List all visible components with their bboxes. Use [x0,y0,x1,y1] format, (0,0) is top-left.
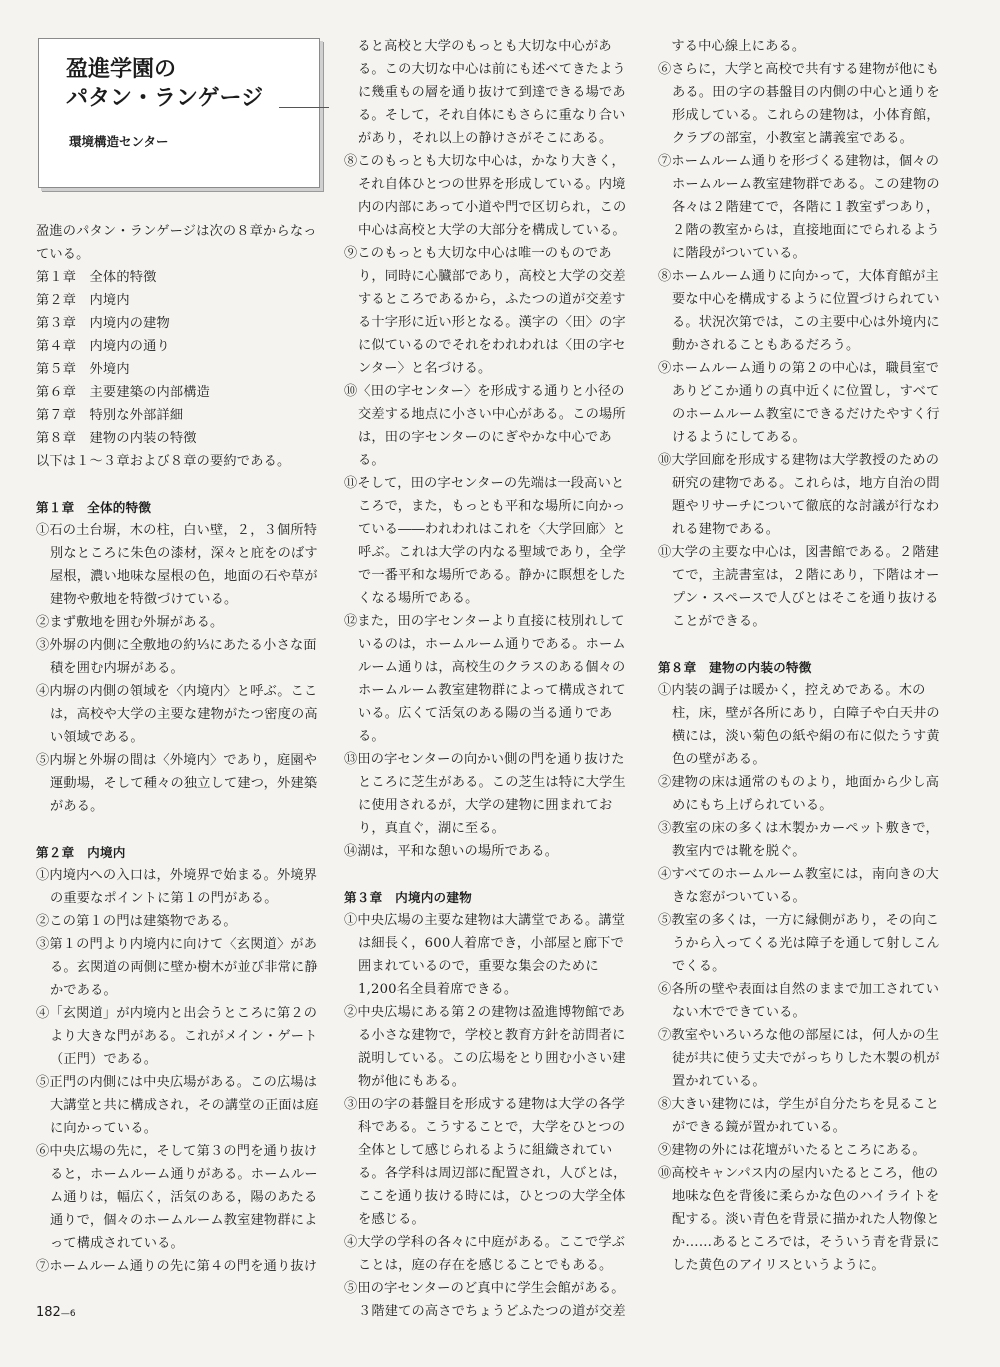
list-item: ⑫また，田の字センターより直接に枝別れしているのは，ホームルーム通りである。ホームルーム通りは，高校生のクラスのある個々のホームルーム教室建物群によって構成されている。広くて活気のある陽の当る通りである。 [344,614,626,744]
list-item: ①内境内への入口は，外境界で始まる。外境界の重要なポイントに第１の門がある。 [36,868,318,906]
article-title: 盈進学園の パタン・ランゲージ [66,57,264,111]
list-item: ③外塀の内側に全敷地の約⅓にあたる小さな面積を囲む内塀がある。 [36,638,317,676]
list-item: ⑦教室やいろいろな他の部屋には，何人かの生徒が共に使う丈夫でがっちりした木製の机が置かれている。 [658,1028,940,1089]
page-number: 182—6 [36,1305,76,1320]
list-item: ⑤内塀と外塀の間は〈外境内〉であり，庭園や運動場，そして種々の独立して建つ，外建築がある。 [36,753,318,814]
list-item: ⑤教室の多くは，一方に縁側があり，その向こうから入ってくる光は障子を通して射しこんでくる。 [658,913,940,974]
list-item: ⑩高校キャンパス内の屋内いたるところ，他の地味な色を背後に柔らかな色のハイライトを配する。淡い青色を背景に描かれた人物像とか……あるところでは，そういう青を背景にした黄色のアイリスというように。 [658,1166,940,1273]
list-item: ⑩大学回廊を形成する建物は大学教授のための研究の建物である。これらは，地方自治の問題やリサーチについて徹底的な討議が行なわれる建物である。 [658,453,940,537]
list-item: ⑨建物の外には花壇がいたるところにある。 [658,1143,926,1158]
text-line: 第１章 全体的特徴 [36,270,157,285]
text-line: 盈進のパタン・ランゲージは次の８章からなっ [36,224,317,239]
text-column-3 [658,35,948,1277]
list-item: ⑪大学の主要な中心は，図書館である。２階建てで，主読書室は，２階にあり，下階はオープン・スペースで人びとはそこを通り抜けることができる。 [658,545,940,629]
list-item: ②まず敷地を囲む外塀がある。 [36,615,224,630]
chapter-heading: 第３章 内境内の建物 [344,890,472,905]
text-line: 第３章 内境内の建物 [36,316,170,331]
paragraph-gap [36,818,326,841]
chapter-heading: 第２章 内境内 [36,845,126,860]
list-item: ⑨ホームルーム通りの第２の中心は，職員室でありどこか通りの真中近くに位置し，すべてのホームルーム教室にできるだけたやすく行けるようにしてある。 [658,361,940,445]
title-box [38,38,320,188]
list-item: ⑭湖は，平和な憩いの場所である。 [344,844,559,859]
text-line: 第７章 特別な外部詳細 [36,408,184,423]
list-item: ①中央広場の主要な建物は大講堂である。講堂は細長く，600人着席でき，小部屋と廊下で囲まれているので，重要な集会のために1,200名全員着席できる。 [344,913,626,997]
text-column-2 [344,35,634,1323]
list-item: ③田の字の碁盤目を形成する建物は大学の各学科である。こうすることで，大学をひとつの全体として感じられるように組織されている。各学科は周辺部に配置され，人びとは，ここを通り抜ける時には，ひとつの大学全体を感じる。 [344,1097,627,1227]
text-line: 第４章 内境内の通り [36,339,170,354]
list-item: ると高校と大学のもっとも大切な中心がある。この大切な中心は前にも述べてきたように幾重もの層を通り抜けて到達できる場である。そして，それ自体にもさらに重なり合いがあり，それ以上の静けさがそこにある。 [344,39,626,146]
list-item: ⑬田の字センターの向かい側の門を通り抜けたところに芝生がある。この芝生は特に大学生に使用されるが，大学の建物に囲まれており，真直ぐ，湖に至る。 [344,752,626,836]
text-line: 第２章 内境内 [36,293,130,308]
text-line: 以下は１～３章および８章の要約である。 [36,454,291,469]
text-column-1 [36,220,326,1278]
text-line: 第８章 建物の内装の特徴 [36,431,197,446]
list-item: ②建物の床は通常のものより，地面から少し高めにもち上げられている。 [658,775,940,813]
list-item: ⑨このもっとも大切な中心は唯一のものであり，同時に心臓部であり，高校と大学の交差するところであるから，ふたつの道が交差する十字形に近い形となる。漢字の〈田〉の字に似ているのでそれをわれわれは〈田の字センター〉と名づける。 [344,246,626,376]
text-line: ている。 [36,247,90,262]
list-item: ④大学の学科の各々に中庭がある。ここで学ぶことは，庭の存在を感じることでもある。 [344,1235,626,1273]
paragraph-gap [658,633,948,656]
title-rule [279,107,329,108]
list-item: ③第１の門より内境内に向けて〈玄関道〉がある。玄関道の両側に壁か樹木が並び非常に静かである。 [36,937,318,998]
text-line: 第５章 外境内 [36,362,130,377]
list-item: ⑪そして，田の字センターの先端は一段高いところで，また，もっとも平和な場所に向かっている――われわれはこれを〈大学回廊〉と呼ぶ。これは大学の内なる聖域であり，全学で一番平和な場所である。静かに瞑想をしたくなる場所である。 [344,476,627,606]
list-item: ⑥各所の壁や表面は自然のままで加工されていない木でできている。 [658,982,940,1020]
list-item: ⑤正門の内側には中央広場がある。この広場は大講堂と共に構成され，その講堂の正面は庭に向かっている。 [36,1075,319,1136]
list-item: ②この第１の門は建築物である。 [36,914,237,929]
chapter-heading: 第１章 全体的特徴 [36,500,152,515]
list-item: ⑥さらに，大学と高校で共有する建物が他にもある。田の字の碁盤目の内側の中心と通りを形成している。これらの建物は，小体育館，クラブの部室，小教室と講義室である。 [658,62,940,146]
article-author: 環境構造センター [69,134,169,149]
list-item: ⑦ホームルーム通りを形づくる建物は，個々のホームルーム教室建物群である。この建物の各々は２階建てで，各階に１教室ずつあり，２階の教室からは，直接地面にでられるように階段がついている。 [658,154,940,261]
list-item: ⑧大きい建物には，学生が自分たちを見ることができる鏡が置かれている。 [658,1097,940,1135]
paragraph-gap [36,473,326,496]
list-item: する中心線上にある。 [658,39,806,54]
list-item: ④すべてのホームルーム教室には，南向きの大きな窓がついている。 [658,867,939,905]
list-item: ①石の土台塀，木の柱，白い壁，２，３個所特別なところに朱色の漆材，深々と庇をのばす屋根，濃い地味な屋根の色，地面の石や草が建物や敷地を特徴づけている。 [36,523,318,607]
list-item: ⑩〈田の字センター〉を形成する通りと小径の交差する地点に小さい中心がある。この場所は，田の字センターのにぎやかな中心である。 [344,384,626,468]
list-item: ①内装の調子は暖かく，控えめである。木の柱，床，壁が各所にあり，白障子や白天井の横には，淡い菊色の紙や絹の布に似たうす黄色の壁がある。 [658,683,940,767]
paragraph-gap [344,863,634,886]
list-item: ②中央広場にある第２の建物は盈進博物館である小さな建物で，学校と教育方針を訪問者に説明している。この広場をとり囲む小さい建物が他にもある。 [344,1005,626,1089]
list-item: ⑤田の字センターのど真中に学生会館がある。３階建ての高さでちょうどふたつの道が交差 [344,1281,626,1319]
chapter-heading: 第８章 建物の内装の特徴 [658,660,812,675]
list-item: ⑧このもっとも大切な中心は，かなり大きく，それ自体ひとつの世界を形成している。内境内の内部にあって小道や門で区切られ，この中心は高校と大学の大部分を構成している。 [344,154,627,238]
list-item: ⑦ホームルーム通りの先に第４の門を通り抜け [36,1259,318,1274]
text-line: 第６章 主要建築の内部構造 [36,385,211,400]
list-item: ⑥中央広場の先に，そして第３の門を通り抜けると，ホームルーム通りがある。ホームルーム通りは，幅広く，活気のある，陽のあたる通りで，個々のホームルーム教室建物群によって構成されている。 [36,1144,318,1251]
list-item: ③教室の床の多くは木製かカーペット敷きで，教室内では靴を脱ぐ。 [658,821,939,859]
list-item: ④内塀の内側の領域を〈内境内〉と呼ぶ。ここは，高校や大学の主要な建物がたつ密度の高い領域である。 [36,684,318,745]
list-item: ④「玄関道」が内境内と出会うところに第２のより大きな門がある。これがメイン・ゲート（正門）である。 [36,1006,318,1067]
list-item: ⑧ホームルーム通りに向かって，大体育館が主要な中心を構成するように位置づけられている。状況次第では，この主要中心は外境内に動かされることもあるだろう。 [658,269,940,353]
